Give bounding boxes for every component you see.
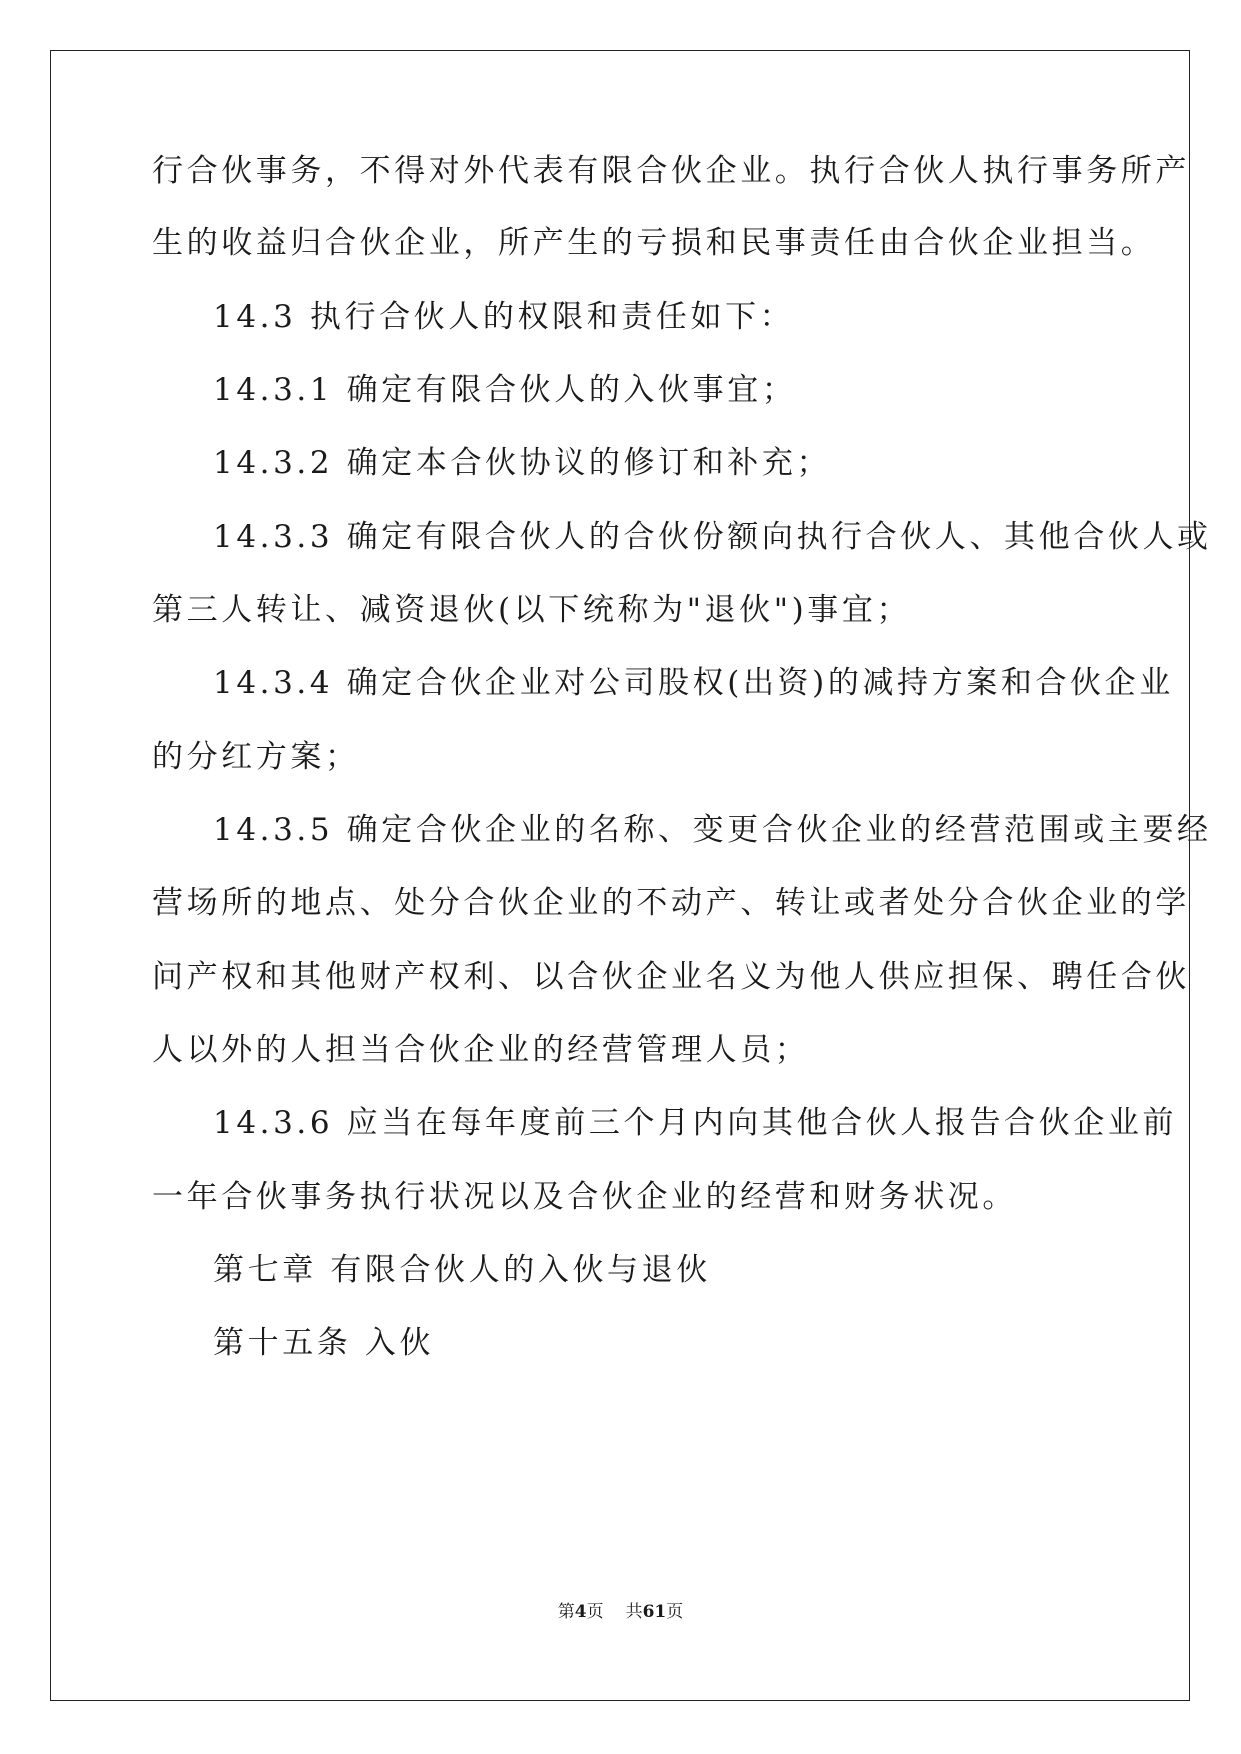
clause-14-3-1: 14.3.1 确定有限合伙人的入伙事宜； — [213, 372, 797, 408]
footer-total-pages: 61 — [642, 1602, 667, 1622]
chapter-heading: 第七章 有限合伙人的入伙与退伙 — [213, 1252, 711, 1288]
page-footer — [0, 1600, 1241, 1624]
body-text-line: 问产权和其他财产权利、以合伙企业名义为他人供应担保、聘任合伙 — [152, 959, 1190, 995]
body-text-line: 营场所的地点、处分合伙企业的不动产、转让或者处分合伙企业的学 — [152, 885, 1190, 921]
body-text-line: 生的收益归合伙企业，所产生的亏损和民事责任由合伙企业担当。 — [152, 225, 1156, 261]
body-text-line: 人以外的人担当合伙企业的经营管理人员； — [152, 1032, 810, 1068]
footer-total-prefix: 共 — [625, 1602, 643, 1622]
article-heading: 第十五条 入伙 — [213, 1325, 435, 1361]
clause-heading-14-3: 14.3 执行合伙人的权限和责任如下： — [213, 299, 795, 335]
clause-14-3-4: 14.3.4 确定合伙企业对公司股权(出资)的减持方案和合伙企业 — [213, 665, 1174, 701]
clause-14-3-2: 14.3.2 确定本合伙协议的修订和补充； — [213, 445, 832, 481]
footer-total-suffix: 页 — [666, 1602, 684, 1622]
footer-page-suffix: 页 — [586, 1602, 604, 1622]
clause-14-3-3: 14.3.3 确定有限合伙人的合伙份额向执行合伙人、其他合伙人或 — [213, 519, 1212, 555]
footer-page-prefix: 第 — [557, 1602, 575, 1622]
body-text-line: 一年合伙事务执行状况以及合伙企业的经营和财务状况。 — [152, 1179, 1017, 1215]
body-text-line: 行合伙事务，不得对外代表有限合伙企业。执行合伙人执行事务所产 — [152, 153, 1190, 189]
clause-14-3-6: 14.3.6 应当在每年度前三个月内向其他合伙人报告合伙企业前 — [213, 1105, 1178, 1141]
body-text-line: 的分红方案； — [152, 739, 360, 775]
clause-14-3-5: 14.3.5 确定合伙企业的名称、变更合伙企业的经营范围或主要经 — [213, 812, 1212, 848]
body-text-line: 第三人转让、减资退伙(以下统称为"退伙")事宜； — [152, 592, 912, 628]
footer-page-number: 4 — [574, 1602, 587, 1622]
